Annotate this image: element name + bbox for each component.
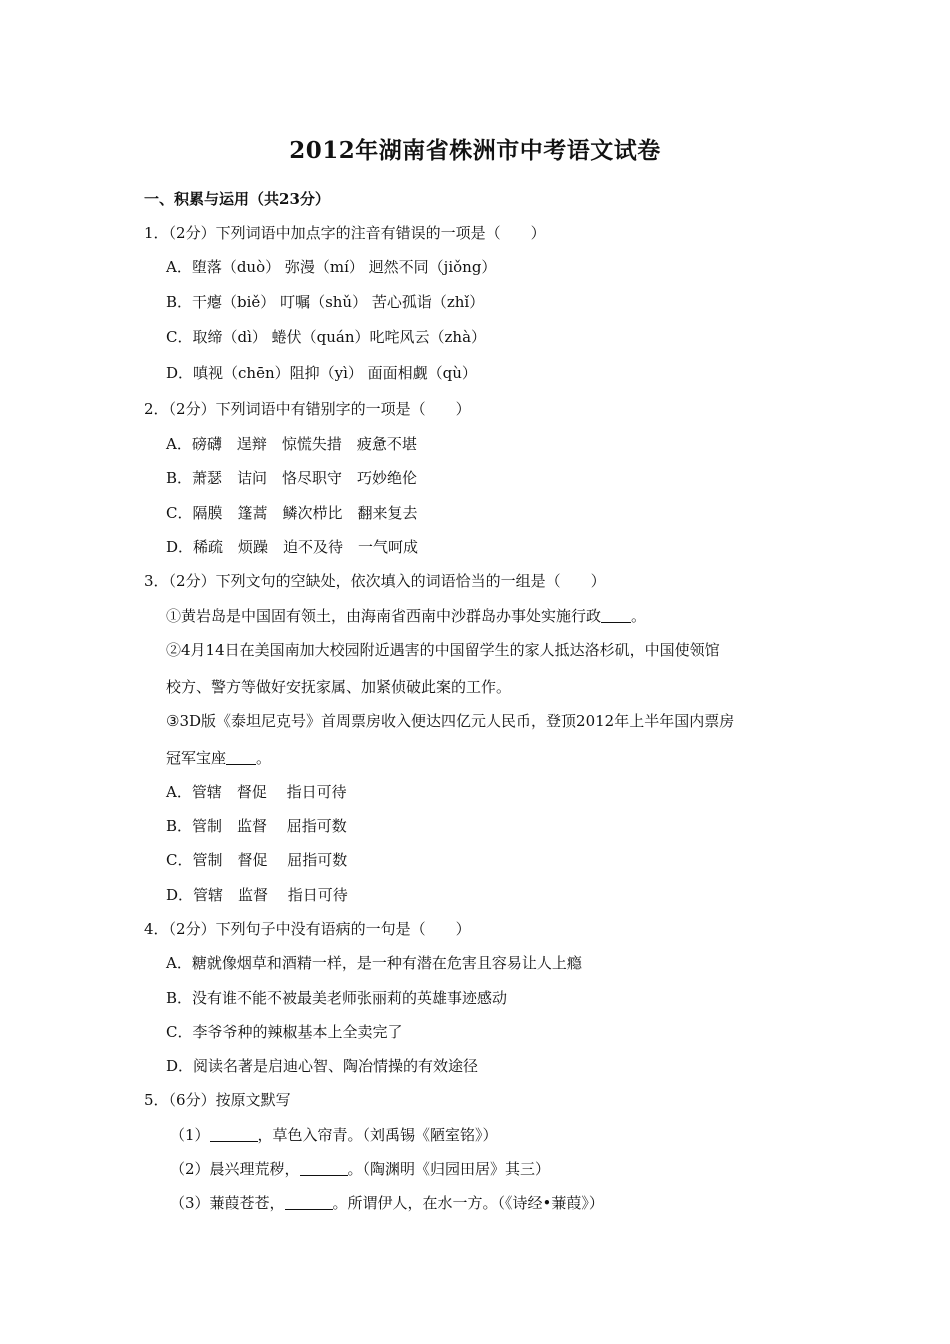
- item-3-pre: （3）蒹葭苍苍，: [170, 1194, 285, 1212]
- question-3-option-a: A．管辖 督促 指日可待: [166, 783, 347, 801]
- item-2-post: 。（陶渊明《归园田居》其三）: [347, 1160, 551, 1178]
- sentence-3b-end: 。: [256, 749, 272, 767]
- question-3-option-b: B．管制 监督 屈指可数: [166, 817, 347, 835]
- fill-blank: [285, 1195, 333, 1210]
- sentence-1-text: ①黄岩岛是中国固有领土，由海南省西南中沙群岛办事处实施行政: [166, 607, 602, 625]
- question-1-option-d: D．嗔视（chēn）阻抑（yì） 面面相觑（qù）: [166, 364, 477, 382]
- question-2-option-a: A．磅礴 逞辩 惊慌失措 疲惫不堪: [166, 435, 417, 453]
- question-1-option-a: A．堕落（duò） 弥漫（mí） 迥然不同（jiǒng）: [166, 258, 497, 276]
- question-3-sentence-3a: ③3D版《泰坦尼克号》首周票房收入便达四亿元人民币，登顶2012年上半年国内票房: [166, 712, 735, 730]
- question-5-item-3: [170, 1193, 604, 1213]
- item-1-pre: （1）: [170, 1126, 210, 1144]
- question-1-stem: 1．（2分）下列词语中加点字的注音有错误的一项是（ ）: [144, 224, 546, 242]
- question-3-sentence-2b: 校方、警方等做好安抚家属、加紧侦破此案的工作。: [166, 678, 512, 696]
- question-3-sentence-2a: ②4月14日在美国南加大校园附近遇害的中国留学生的家人抵达洛杉矶，中国使领馆: [166, 641, 720, 659]
- item-2-pre: （2）晨兴理荒秽，: [170, 1160, 300, 1178]
- question-4-stem: 4．（2分）下列句子中没有语病的一句是（ ）: [144, 920, 471, 938]
- question-2-option-d: D．稀疏 烦躁 迫不及待 一气呵成: [166, 538, 419, 556]
- question-3-option-c: C．管制 督促 屈指可数: [166, 851, 348, 869]
- question-5-item-2: [170, 1159, 550, 1179]
- question-3-sentence-3b: [166, 748, 271, 768]
- question-3-option-d: D．管辖 监督 指日可待: [166, 886, 348, 904]
- question-2-option-c: C．隔膜 篷蒿 鳞次栉比 翻来复去: [166, 504, 418, 522]
- question-1-option-b: B．干瘪（biě） 叮嘱（shǔ） 苦心孤诣（zhǐ）: [166, 293, 485, 311]
- section-heading: 一、积累与运用（共23分）: [144, 190, 330, 208]
- sentence-3b-text: 冠军宝座: [166, 749, 227, 767]
- page-title: 2012年湖南省株洲市中考语文试卷: [289, 137, 661, 164]
- question-3-sentence-1: [166, 606, 646, 626]
- question-5-stem: 5．（6分）按原文默写: [144, 1091, 291, 1109]
- question-4-option-a: A．糖就像烟草和酒精一样，是一种有潜在危害且容易让人上瘾: [166, 954, 582, 972]
- question-4-option-d: D．阅读名著是启迪心智、陶冶情操的有效途径: [166, 1057, 479, 1075]
- question-2-stem: 2．（2分）下列词语中有错别字的一项是（ ）: [144, 400, 471, 418]
- question-5-item-1: [170, 1125, 498, 1145]
- question-3-stem: 3．（2分）下列文句的空缺处，依次填入的词语恰当的一组是（ ）: [144, 572, 606, 590]
- fill-blank: [300, 1161, 348, 1176]
- sentence-1-end: 。: [631, 607, 647, 625]
- fill-blank: [226, 750, 256, 765]
- item-1-post: ，草色入帘青。（刘禹锡《陋室铭》）: [257, 1126, 498, 1144]
- question-2-option-b: B．萧瑟 诘问 恪尽职守 巧妙绝伦: [166, 469, 418, 487]
- item-3-post: 。所谓伊人，在水一方。（《诗经•蒹葭》）: [332, 1194, 604, 1212]
- question-1-option-c: C．取缔（dì） 蜷伏（quán）叱咤风云（zhà）: [166, 328, 487, 346]
- fill-blank: [210, 1127, 258, 1142]
- question-4-option-c: C．李爷爷种的辣椒基本上全卖完了: [166, 1023, 403, 1041]
- question-4-option-b: B．没有谁不能不被最美老师张丽莉的英雄事迹感动: [166, 989, 508, 1007]
- fill-blank: [601, 608, 631, 623]
